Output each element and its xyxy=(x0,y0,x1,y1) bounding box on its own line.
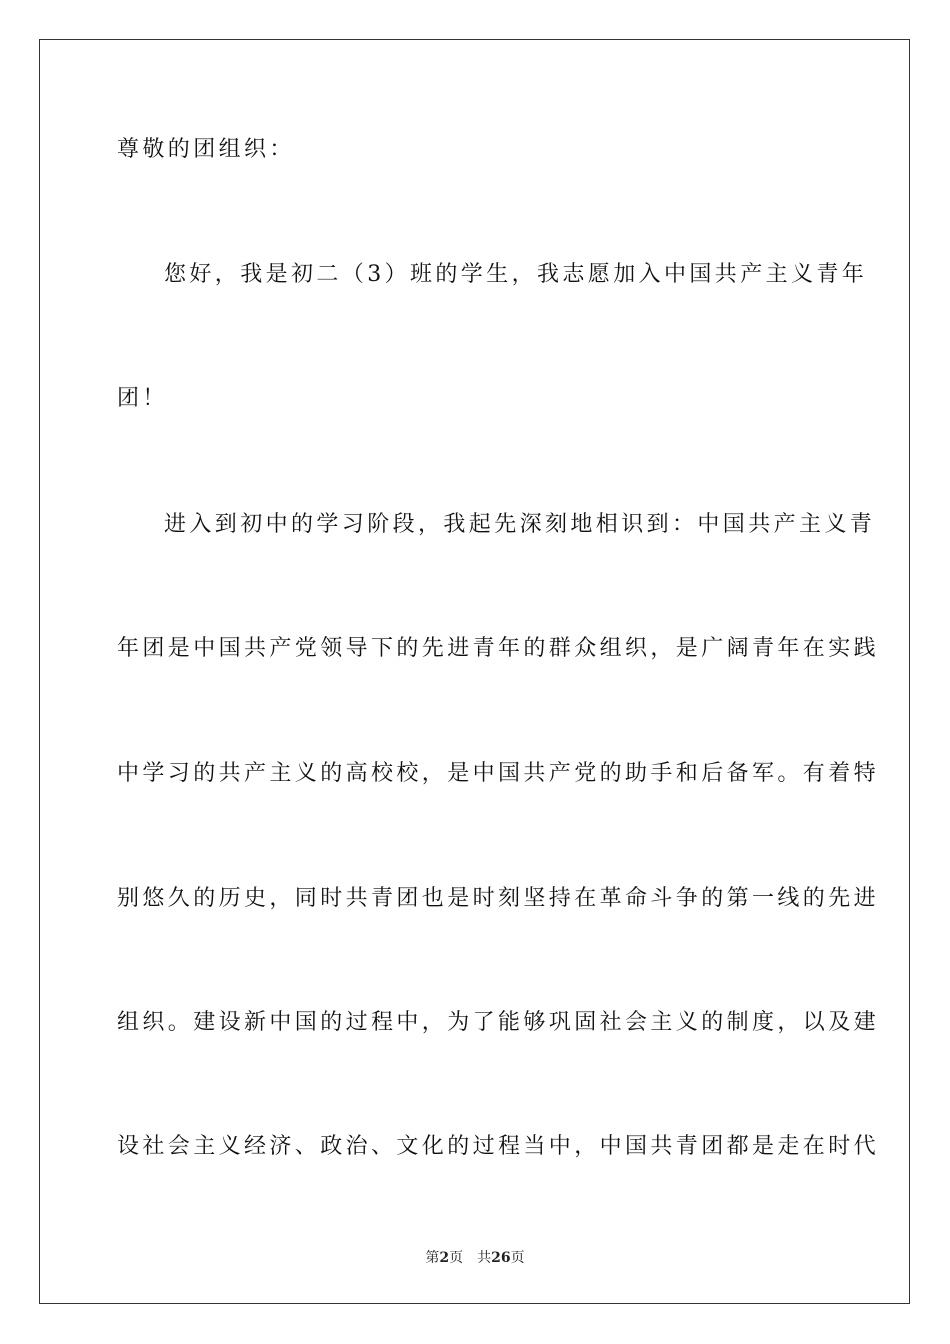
body-line: 进入到初中的学习阶段，我起先深刻地相识到：中国共产主义青 xyxy=(164,512,876,537)
page-number: 2 xyxy=(439,1250,450,1266)
page-prefix: 第 xyxy=(425,1250,440,1266)
body-line: 别悠久的历史，同时共青团也是时刻坚持在革命斗争的第一线的先进 xyxy=(117,886,880,911)
page-suffix: 页 xyxy=(449,1250,464,1266)
total-prefix: 共 xyxy=(477,1250,492,1266)
body-line: 组织。建设新中国的过程中，为了能够巩固社会主义的制度，以及建 xyxy=(117,1010,880,1035)
body-line: 团！ xyxy=(117,386,168,411)
body-line: 年团是中国共产党领导下的先进青年的群众组织，是广阔青年在实践 xyxy=(117,636,880,661)
body-line: 设社会主义经济、政治、文化的过程当中，中国共青团都是走在时代 xyxy=(117,1134,880,1159)
page-border xyxy=(39,39,910,1304)
salutation: 尊敬的团组织： xyxy=(117,137,295,162)
total-pages: 26 xyxy=(491,1250,511,1266)
body-line: 您好，我是初二（3）班的学生，我志愿加入中国共产主义青年 xyxy=(164,262,868,287)
total-suffix: 页 xyxy=(510,1250,525,1266)
body-line: 中学习的共产主义的高校校，是中国共产党的助手和后备军。有着特 xyxy=(117,761,880,786)
page-footer xyxy=(0,1249,950,1267)
